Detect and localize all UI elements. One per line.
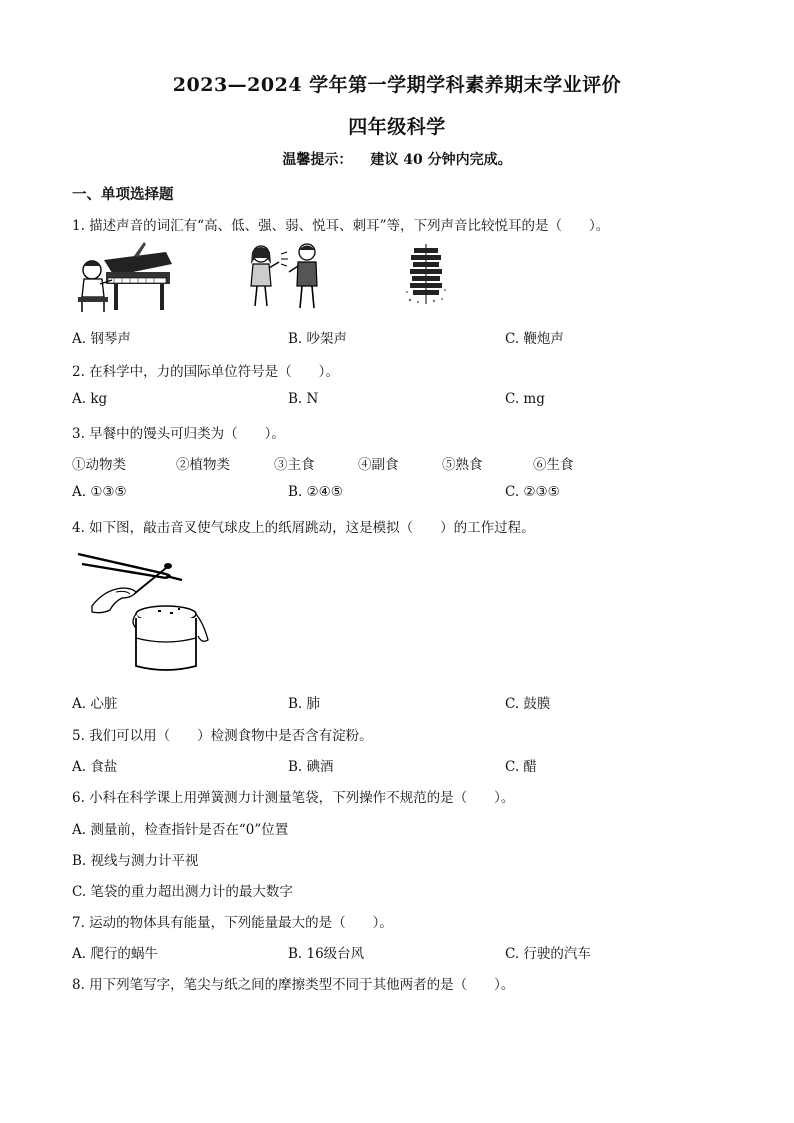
- question-3-option-b[interactable]: B. ②④⑤: [288, 484, 343, 500]
- question-5-stem: 5. 我们可以用（ ）检测食物中是否含有淀粉。: [72, 728, 373, 744]
- question-3-item-6: ⑥生食: [533, 457, 574, 473]
- question-1-option-a[interactable]: A. 钢琴声: [72, 331, 131, 347]
- question-5-option-c[interactable]: C. 醋: [505, 759, 537, 775]
- question-1-option-b[interactable]: B. 吵架声: [288, 331, 348, 347]
- question-4-option-a[interactable]: A. 心脏: [72, 696, 118, 712]
- question-4-option-b[interactable]: B. 肺: [288, 696, 321, 712]
- question-2-option-c[interactable]: C. mg: [505, 391, 545, 407]
- question-4-stem: 4. 如下图，敲击音叉使气球皮上的纸屑跳动，这是模拟（ ）的工作过程。: [72, 520, 535, 536]
- question-3-option-c[interactable]: C. ②③⑤: [505, 484, 560, 500]
- exam-subtitle: 四年级科学: [348, 116, 446, 138]
- question-3-item-3: ③主食: [274, 457, 315, 473]
- section-title: 一、单项选择题: [72, 186, 174, 203]
- question-3-item-2: ②植物类: [176, 457, 230, 473]
- question-4-option-c[interactable]: C. 鼓膜: [505, 696, 551, 712]
- question-3-item-5: ⑤熟食: [442, 457, 483, 473]
- firecrackers-image: [404, 244, 448, 306]
- exam-tip: [0, 149, 794, 169]
- question-3-option-a[interactable]: A. ①③⑤: [72, 484, 127, 500]
- question-2-stem: 2. 在科学中，力的国际单位符号是（ ）。: [72, 364, 339, 380]
- question-1-stem: 1. 描述声音的词汇有“高、低、强、弱、悦耳、刺耳”等，下列声音比较悦耳的是（ ）。: [72, 218, 610, 234]
- question-6-option-a[interactable]: A. 测量前，检查指针是否在“0”位置: [72, 822, 289, 838]
- question-1-option-c[interactable]: C. 鞭炮声: [505, 331, 564, 347]
- question-6-option-c[interactable]: C. 笔袋的重力超出测力计的最大数字: [72, 884, 293, 900]
- tip-text: 建议 40 分钟内完成。: [370, 152, 512, 168]
- question-3-stem: 3. 早餐中的馒头可归类为（ ）。: [72, 426, 285, 442]
- question-3-item-1: ①动物类: [72, 457, 126, 473]
- question-3-item-4: ④副食: [358, 457, 399, 473]
- question-7-option-b[interactable]: B. 16级台风: [288, 946, 365, 962]
- question-6-stem: 6. 小科在科学课上用弹簧测力计测量笔袋，下列操作不规范的是（ ）。: [72, 790, 515, 806]
- question-7-option-c[interactable]: C. 行驶的汽车: [505, 946, 591, 962]
- question-6-option-b[interactable]: B. 视线与测力计平视: [72, 853, 199, 869]
- question-2-option-a[interactable]: A. kg: [72, 391, 108, 407]
- question-7-stem: 7. 运动的物体具有能量，下列能量最大的是（ ）。: [72, 915, 393, 931]
- exam-title: 2023—2024 学年第一学期学科素养期末学业评价: [172, 74, 622, 96]
- piano-player-image: [74, 242, 176, 314]
- question-8-stem: 8. 用下列笔写字，笔尖与纸之间的摩擦类型不同于其他两者的是（ ）。: [72, 977, 515, 993]
- tuning-fork-drum-image: [74, 548, 212, 674]
- question-2-option-b[interactable]: B. N: [288, 391, 319, 407]
- tip-label: 温馨提示：: [282, 152, 353, 168]
- question-5-option-b[interactable]: B. 碘酒: [288, 759, 334, 775]
- quarreling-people-image: [245, 242, 325, 312]
- question-7-option-a[interactable]: A. 爬行的蜗牛: [72, 946, 158, 962]
- question-5-option-a[interactable]: A. 食盐: [72, 759, 118, 775]
